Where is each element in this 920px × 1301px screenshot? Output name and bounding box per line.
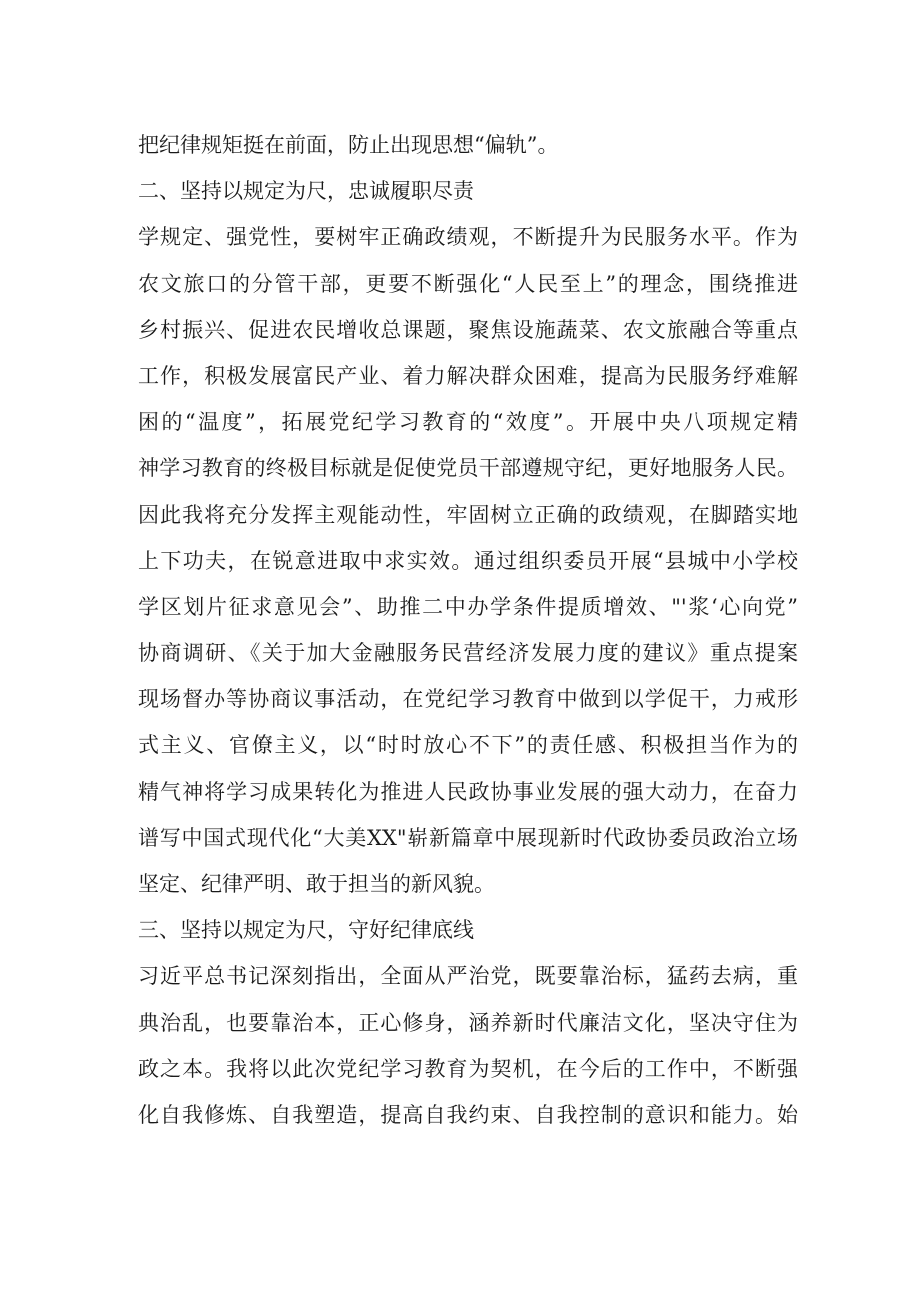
paragraph-line: 化自我修炼、自我塑造，提高自我约束、自我控制的意识和能力。始 bbox=[138, 1102, 798, 1127]
paragraph-line: 坚定、纪律严明、敢于担当的新风貌。 bbox=[138, 872, 495, 896]
paragraph-line: 典治乱，也要靠治本，正心修身，涵养新时代廉洁文化，坚决守住为 bbox=[138, 1010, 798, 1035]
paragraph-line: 式主义、官僚主义，以“时时放心不下”的责任感、积极担当作为的 bbox=[138, 733, 798, 758]
paragraph-line: 现场督办等协商议事活动，在党纪学习教育中做到以学促干，力戒形 bbox=[138, 687, 798, 712]
paragraph-line: 把纪律规矩挺在前面，防止出现思想“偏轨”。 bbox=[138, 133, 559, 157]
paragraph-line: 因此我将充分发挥主观能动性，牢固树立正确的政绩观，在脚踏实地 bbox=[138, 502, 798, 527]
paragraph-line: 上下功夫，在锐意进取中求实效。通过组织委员开展“县城中小学校 bbox=[138, 548, 798, 573]
section-heading: 三、坚持以规定为尺，守好纪律底线 bbox=[138, 918, 474, 943]
paragraph-line: 政之本。我将以此次党纪学习教育为契机，在今后的工作中，不断强 bbox=[138, 1056, 798, 1081]
paragraph-line: 学区划片征求意见会”、助推二中办学条件提质增效、"'浆‘心向党” bbox=[138, 594, 798, 619]
paragraph-line: 农文旅口的分管干部，更要不断强化“人民至上”的理念，围绕推进 bbox=[138, 271, 798, 296]
section-heading: 二、坚持以规定为尺，忠诚履职尽责 bbox=[138, 179, 474, 204]
paragraph-line: 谱写中国式现代化“大美XX"崭新篇章中展现新时代政协委员政治立场 bbox=[138, 825, 798, 850]
paragraph-line: 习近平总书记深刻指出，全面从严治党，既要靠治标，猛药去病，重 bbox=[138, 964, 798, 989]
document-body bbox=[138, 122, 798, 1138]
paragraph-line: 神学习教育的终极目标就是促使党员干部遵规守纪，更好地服务人民。 bbox=[138, 456, 798, 481]
paragraph-line: 乡村振兴、促进农民增收总课题，聚焦设施蔬菜、农文旅融合等重点 bbox=[138, 317, 798, 342]
paragraph-line: 困的“温度”，拓展党纪学习教育的“效度”。开展中央八项规定精 bbox=[138, 410, 798, 435]
paragraph-line: 学规定、强党性，要树牢正确政绩观，不断提升为民服务水平。作为 bbox=[138, 225, 798, 250]
paragraph-line: 精气神将学习成果转化为推进人民政协事业发展的强大动力，在奋力 bbox=[138, 779, 798, 804]
paragraph-line: 协商调研、《关于加大金融服务民营经济发展力度的建议》重点提案 bbox=[138, 641, 798, 666]
paragraph-line: 工作，积极发展富民产业、着力解决群众困难，提高为民服务纾难解 bbox=[138, 363, 798, 388]
